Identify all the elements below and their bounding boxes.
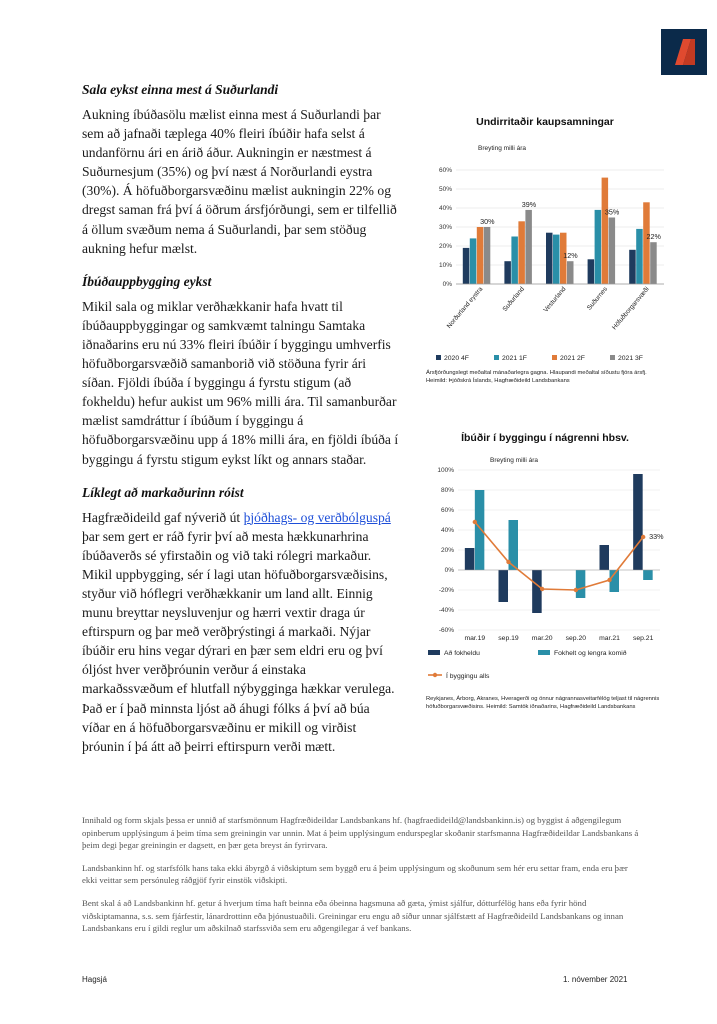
bar (600, 545, 610, 570)
data-label: 33% (649, 532, 664, 541)
x-tick-label: Höfuðborgarsvæði (610, 285, 651, 332)
x-tick-label: mar.21 (599, 635, 620, 642)
legend-swatch (436, 355, 441, 360)
data-label: 35% (604, 207, 620, 217)
y-tick-label: 60% (438, 167, 452, 174)
chart-note: Reykjanes, Árborg, Akranes, Hveragerði og önnur nágrannasveitarfélög teljast til nágrennis höfuðborgarsvæðisins. Heimild: Samtök iðnaðarins, Hagfræðideild Landsbankans (426, 696, 660, 710)
line-point (607, 578, 611, 582)
bar (511, 237, 518, 285)
bar (609, 218, 616, 285)
y-tick-label: 40% (440, 527, 454, 534)
bar (636, 229, 643, 284)
section-body (82, 508, 400, 756)
legend-label: 2020 4F (444, 355, 469, 362)
y-tick-label: 0% (442, 281, 452, 288)
bar (643, 570, 653, 580)
line-point (506, 560, 510, 564)
bar (629, 250, 636, 284)
y-tick-label: 10% (438, 262, 452, 269)
section-ibudauppbygging (82, 274, 400, 469)
chart-subtitle: Breyting milli ára (478, 145, 527, 152)
line-point (540, 587, 544, 591)
y-tick-label: 50% (438, 186, 452, 193)
legend-label: Í byggingu alls (446, 673, 490, 680)
y-tick-label: -60% (438, 627, 454, 634)
bar (463, 248, 470, 284)
bar (546, 233, 553, 284)
bar (475, 490, 484, 570)
chart-subtitle: Breyting milli ára (490, 457, 539, 464)
x-tick-label: Vesturland (542, 285, 568, 314)
x-tick-label: mar.20 (531, 635, 553, 642)
bar (567, 261, 574, 284)
section-sala (82, 82, 400, 258)
legend-marker (433, 673, 437, 677)
bar (525, 210, 532, 284)
disclaimer (82, 814, 642, 945)
chart-kaupsamningar (420, 108, 670, 408)
bar (633, 474, 643, 570)
bar (643, 202, 650, 284)
bar (504, 261, 511, 284)
bar (518, 221, 525, 284)
line-point (641, 535, 645, 539)
section-markadur (82, 485, 400, 756)
legend-swatch (538, 650, 550, 655)
section-body: Aukning íbúðasölu mælist einna mest á Suðurlandi þar sem að jafnaði tæplega 40% fleiri íbúðir hafa selst á undanförnu ári en árið áður. Aukningin er næstmest á Suðurnesjum (35%) og því næst á Norðurlandi eystra (30%). Á höfuðborgarsvæðinu mælist aukningin 22% og dregst saman frá því á öðrum ársfjórðungi, sem er tilfellið á öllum svæðum nema á Suðurlandi, þar sem stöðug aukning hefur mælst. (82, 107, 397, 256)
data-label: 12% (563, 251, 578, 261)
y-tick-label: -40% (438, 607, 454, 614)
chart-svg (420, 134, 670, 392)
legend-swatch (428, 650, 440, 655)
chart-note: Ársfjórðungslegt meðaltal mánaðarlegra gagna. Hlaupandi meðaltal síðustu fjóra ársfj. Heimild: Þjóðskrá Íslands, Hagfræðideild Landsbankans (426, 370, 647, 384)
x-tick-label: sep.20 (565, 635, 587, 642)
legend-swatch (610, 355, 615, 360)
bar (532, 570, 542, 613)
line-point (574, 588, 578, 592)
chart-svg (420, 450, 670, 700)
disclaimer-paragraph: Bent skal á að Landsbankinn hf. getur á hverjum tíma haft beinna eða óbeinna hagsmuna að gæta, ýmist sjálfur, dótturfélög hans eða fyrir hönd viðskiptamanna, s.s. sem fjárfestir, lánardrottinn eða þjónustuaðili. Greiningar eru engu að síður unnar sjálfstætt af Hagfræðideild Landsbankans og innan Landsbankans eru í gildi reglur um aðskilnað starfssviða sem eru aðgengilegar á vef bankans. (82, 897, 624, 934)
y-tick-label: 30% (438, 224, 452, 231)
y-tick-label: 80% (440, 487, 454, 494)
chart-ibudir-byggingu (420, 424, 670, 710)
bar (477, 227, 484, 284)
article-column (82, 82, 400, 756)
legend-label: 2021 1F (502, 355, 527, 362)
legend-label: 2021 3F (618, 355, 643, 362)
data-label: 30% (480, 217, 495, 226)
body-pre: Hagfræðideild gaf nýverið út (82, 509, 244, 525)
line-point (473, 520, 477, 524)
bar (595, 210, 602, 284)
bar (650, 242, 657, 284)
data-label: 22% (646, 232, 661, 242)
footer-date: 1. nóvember 2021 (563, 975, 628, 984)
body-post: þar sem gert er ráð fyrir því að mesta hækkunarhrina íbúðaverðs sé yfirstaðin og við taki rólegri markaður. Mikil uppbygging, sér í lagi utan höfuðborgarsvæðisins, styður við hóflegri verðhækkanir um land allt. Einnig munu breyttar neysluvenjur og hærri vextir draga úr eftirspurn og þar með verðþrýstingi á markaði. Nýjar íbúðir eru hins vegar dýrari en þær sem eldri eru og því óljóst hver verðþróunin verður á einstaka markaðssvæðum ef hlutfall nýbygginga hækkar verulega. Það er í það minnsta ljóst að áhugi fólks á því að búa víðar en á höfuðborgarsvæðinu er mikill og virðist þróunin í þá átt að þeirri eftirspurn verði mætt. (82, 528, 395, 754)
section-body: Mikil sala og miklar verðhækkanir hafa hvatt til íbúðauppbyggingar og samkvæmt talningu Samtaka iðnaðarins eru nú 33% fleiri íbúðir í byggingu umhverfis höfuðborgarsvæðið samanborið við stöðuna fyrir ári síðan. Fjöldi íbúða í byggingu á fyrstu stigum (að fokheldu) hefur aukist um 96% milli ára. Til samanburðar mælist samdráttur í íbúðum í byggingu á höfuðborgarsvæðinu upp á 18% milli ára, en fjöldi íbúða í byggingu á fyrstu stigum eykst líkt og annars staðar. (82, 298, 399, 467)
landsbankinn-logo-icon (661, 29, 707, 75)
x-tick-label: mar.19 (464, 635, 486, 642)
chart-title: Undirritaðir kaupsamningar (476, 116, 614, 128)
spa-link[interactable]: þjóðhags- og verðbólguspá (243, 509, 391, 525)
bar (465, 548, 475, 570)
bar (484, 227, 491, 284)
x-tick-label: sep.19 (498, 635, 519, 642)
section-title: Íbúðauppbygging eykst (82, 273, 212, 289)
legend-label: Fokhelt og lengra komið (554, 650, 627, 657)
bar (470, 238, 477, 284)
footer-publication: Hagsjá (82, 975, 107, 984)
y-tick-label: 60% (440, 507, 454, 514)
legend-swatch (494, 355, 499, 360)
section-title: Sala eykst einna mest á Suðurlandi (82, 82, 279, 97)
x-tick-label: Norðurland eystra (445, 285, 485, 330)
data-label: 39% (521, 199, 537, 209)
disclaimer-paragraph: Innihald og form skjals þessa er unnið af starfsmönnum Hagfræðideildar Landsbankans hf. (hagfraedideild@landsbankinn.is) og byggist á aðgengilegum opinberum upplýsingum á þeim tíma sem greiningin var unnin. Mat á þeim upplýsingum endurspeglar skoðanir starfsmanna Hagfræðideildar Landsbankans á þeim degi þegar greiningin er dagsett, en þær geta breyst án fyrirvara. (82, 815, 639, 851)
y-tick-label: 100% (437, 467, 454, 474)
y-tick-label: 20% (438, 243, 452, 250)
x-tick-label: Suðurland (501, 285, 526, 313)
legend-label: Að fokheldu (444, 650, 480, 657)
bar (576, 570, 586, 598)
x-tick-label: sep.21 (632, 635, 654, 642)
bar (602, 178, 609, 284)
bar (553, 235, 560, 284)
bar (499, 570, 509, 602)
y-tick-label: -20% (438, 587, 454, 594)
x-tick-label: Suðurnes (585, 285, 610, 312)
section-title: Líklegt að markaðurinn róist (82, 484, 244, 500)
bar (588, 259, 595, 284)
legend-swatch (552, 355, 557, 360)
y-tick-label: 0% (444, 567, 454, 574)
y-tick-label: 20% (440, 547, 454, 554)
disclaimer-paragraph: Landsbankinn hf. og starfsfólk hans taka ekki ábyrgð á viðskiptum sem byggð eru á þeim upplýsingum og skoðunum sem hér eru settar fram, enda eru þær ekki veittar sem persónuleg ráðgjöf fyrir einstök viðskipti. (82, 862, 628, 886)
chart-title: Íbúðir í byggingu í nágrenni hbsv. (461, 432, 629, 444)
y-tick-label: 40% (438, 205, 452, 212)
legend-label: 2021 2F (560, 355, 585, 362)
